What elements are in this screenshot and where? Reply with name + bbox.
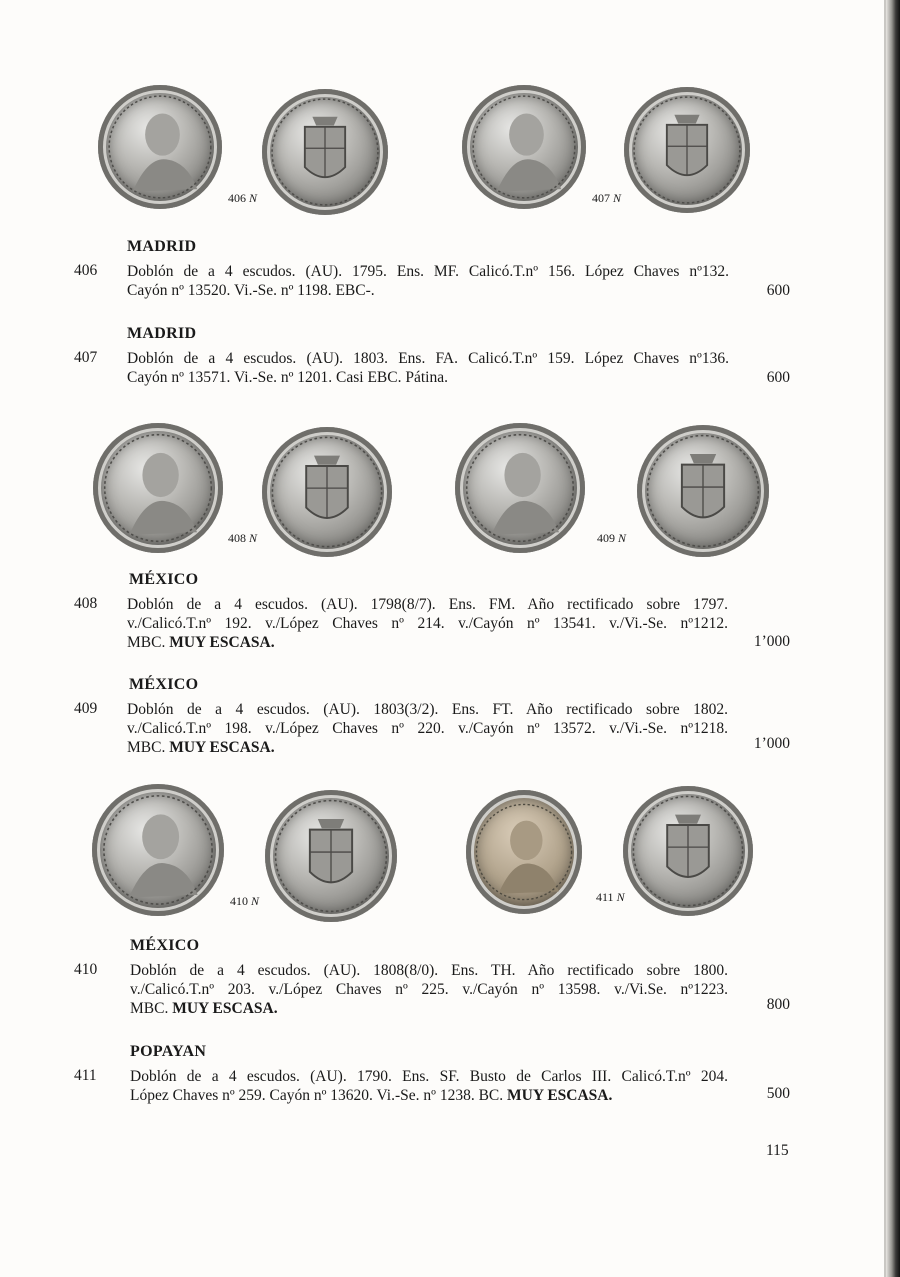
coin-plate-row [0,784,900,914]
lot-mint: MADRID [127,238,197,255]
lot-mint: MÉXICO [130,937,200,954]
coin-reverse-407 [624,87,750,213]
lot-number: 407 [74,349,98,366]
lot-mint: POPAYAN [130,1043,207,1060]
description-line: López Chaves nº 259. Cayón nº 13620. Vi.-Se. nº 1238. BC. MUY ESCASA. [130,1087,613,1104]
description-line: v./Calicó.T.nº 203. v./López Chaves nº 225. v./Cayón nº 13598. v./Vi.Se. nº1223. [130,981,728,998]
coin-reverse-408 [262,427,392,557]
lot-price: 1’000 [753,735,790,752]
description-line: Doblón de a 4 escudos. (AU). 1803(3/2). Ens. FT. Año rectificado sobre 1802. [127,701,728,718]
coin-obverse-407 [462,85,586,209]
coin-reverse-409 [637,425,769,557]
description-line: v./Calicó.T.nº 198. v./López Chaves nº 220. v./Cayón nº 13572. v./Vi.-Se. nº1218. [127,720,728,737]
coin-obverse-409 [455,423,585,553]
lot-price: 600 [766,369,790,386]
coin-obverse-406 [98,85,222,209]
coin-plate-row [0,423,900,553]
coin-reverse-411 [623,786,753,916]
rarity-note: MUY ESCASA. [169,634,275,651]
plate-label-409: 409 N [597,531,627,545]
plate-label-410: 410 N [230,894,260,908]
lot-mint: MÉXICO [129,571,199,588]
coin-reverse-406 [262,89,388,215]
lot-number: 408 [74,595,98,612]
description-line: Doblón de a 4 escudos. (AU). 1795. Ens. MF. Calicó.T.nº 156. López Chaves nº132. [127,263,729,280]
description-line: Doblón de a 4 escudos. (AU). 1790. Ens. SF. Busto de Carlos III. Calicó.T.nº 204. [130,1068,728,1085]
lot-number: 409 [74,700,98,717]
page-number: 115 [766,1142,789,1159]
lot-price: 500 [766,1085,790,1102]
lot-price: 1’000 [753,633,790,650]
description-line: Cayón nº 13571. Vi.-Se. nº 1201. Casi EBC. Pátina. [127,369,448,386]
description-line: MBC. MUY ESCASA. [130,1000,278,1017]
lot-price: 800 [766,996,790,1013]
coin-reverse-410 [265,790,397,922]
lot-description [127,262,729,300]
rarity-note: MUY ESCASA. [169,739,275,756]
plate-label-407: 407 N [592,191,622,205]
description-line: Doblón de a 4 escudos. (AU). 1808(8/0). Ens. TH. Año rectificado sobre 1800. [130,962,728,979]
lot-number: 410 [74,961,98,978]
description-line: Cayón nº 13520. Vi.-Se. nº 1198. EBC-. [127,282,375,299]
description-line: v./Calicó.T.nº 192. v./López Chaves nº 214. v./Cayón nº 13541. v./Vi.-Se. nº1212. [127,615,728,632]
coin-obverse-408 [93,423,223,553]
description-line: MBC. MUY ESCASA. [127,739,275,756]
plate-label-411: 411 N [596,890,625,904]
lot-number: 406 [74,262,98,279]
description-line: Doblón de a 4 escudos. (AU). 1803. Ens. FA. Calicó.T.nº 159. López Chaves nº136. [127,350,729,367]
lot-description [130,961,728,1018]
plate-label-406: 406 N [228,191,258,205]
description-line: MBC. MUY ESCASA. [127,634,275,651]
lot-description [127,349,729,387]
coin-obverse-411 [466,790,582,914]
rarity-note: MUY ESCASA. [172,1000,278,1017]
lot-mint: MADRID [127,325,197,342]
lot-description [130,1067,728,1105]
description-line: Doblón de a 4 escudos. (AU). 1798(8/7). Ens. FM. Año rectificado sobre 1797. [127,596,728,613]
rarity-note: MUY ESCASA. [507,1087,613,1104]
lot-number: 411 [74,1067,97,1084]
lot-description [127,700,728,757]
lot-mint: MÉXICO [129,676,199,693]
lot-price: 600 [766,282,790,299]
coin-plate-row [0,85,900,215]
plate-label-408: 408 N [228,531,258,545]
coin-obverse-410 [92,784,224,916]
lot-description [127,595,728,652]
